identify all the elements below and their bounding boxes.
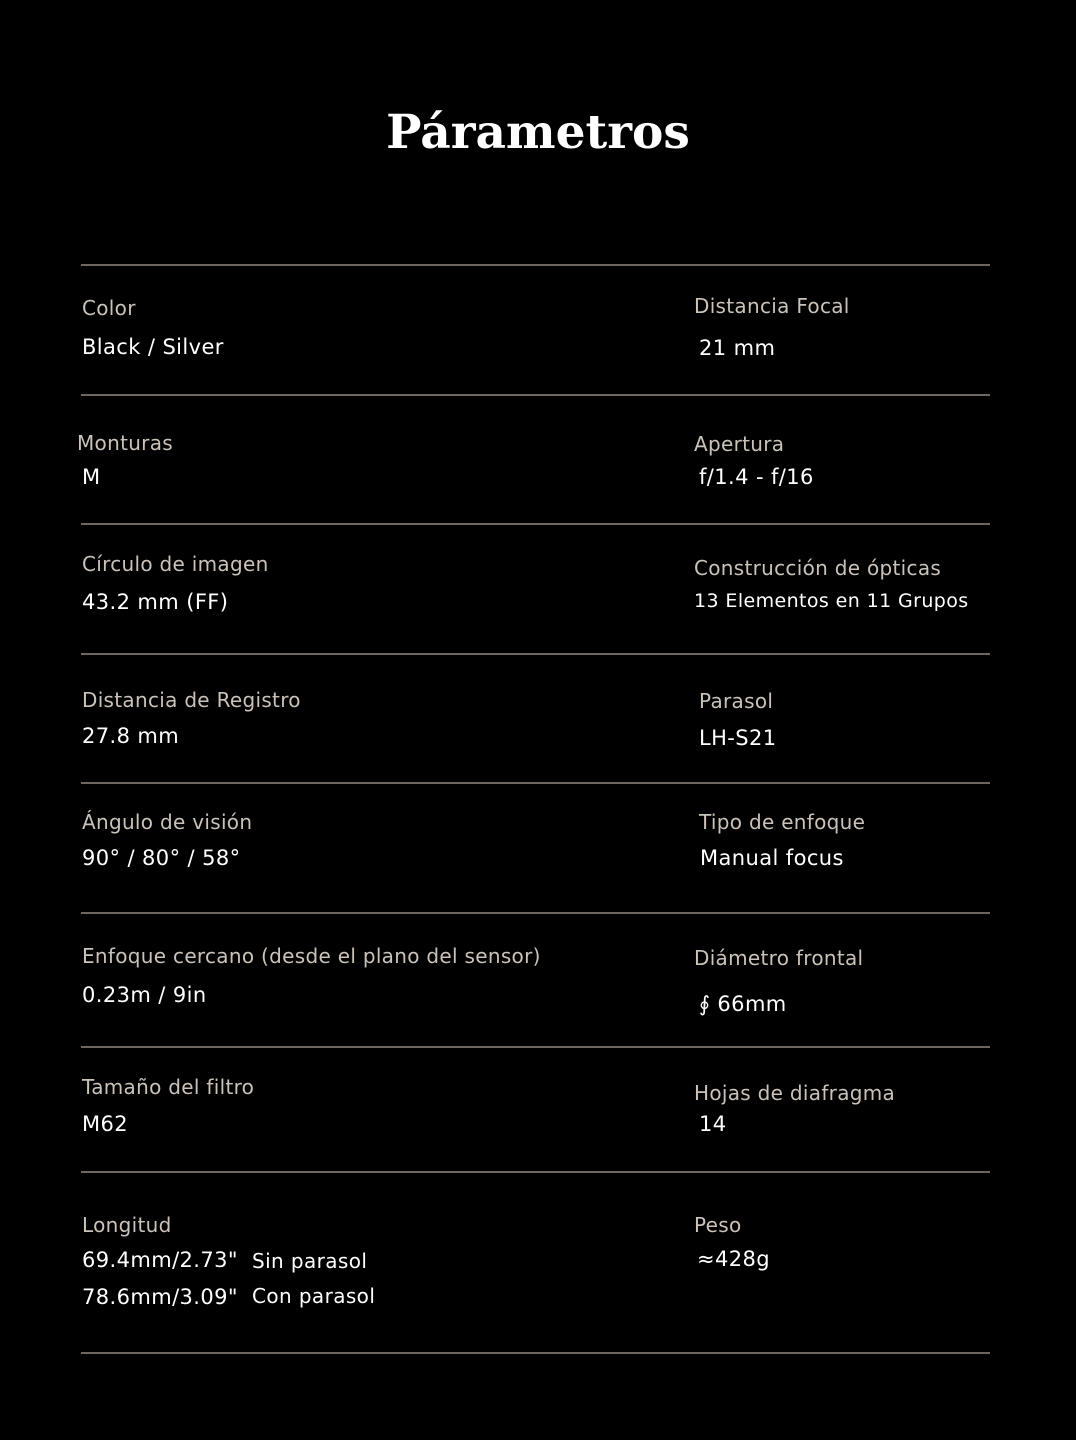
spec-label: Tamaño del filtro bbox=[82, 1075, 255, 1099]
spec-label: Enfoque cercano (desde el plano del sensor) bbox=[82, 944, 541, 968]
spec-value: LH-S21 bbox=[699, 726, 777, 750]
spec-value: M62 bbox=[82, 1112, 129, 1136]
spec-note-without-hood: Sin parasol bbox=[252, 1249, 368, 1273]
divider bbox=[81, 782, 990, 784]
page-title: Párametros bbox=[386, 105, 690, 160]
spec-note-with-hood: Con parasol bbox=[252, 1284, 376, 1308]
spec-label: Longitud bbox=[82, 1213, 172, 1237]
spec-value: Black / Silver bbox=[82, 335, 224, 359]
spec-label: Ángulo de visión bbox=[82, 810, 253, 834]
divider bbox=[81, 912, 990, 914]
spec-label: Monturas bbox=[77, 431, 173, 455]
spec-value: 27.8 mm bbox=[82, 724, 180, 748]
spec-value: 21 mm bbox=[699, 336, 776, 360]
spec-value: ≈428g bbox=[697, 1247, 771, 1271]
divider bbox=[81, 1171, 990, 1173]
spec-value: 43.2 mm (FF) bbox=[82, 590, 229, 614]
spec-label: Diámetro frontal bbox=[694, 946, 864, 970]
spec-value: 90° / 80° / 58° bbox=[82, 846, 241, 870]
spec-value: 0.23m / 9in bbox=[82, 983, 207, 1007]
spec-value: M bbox=[82, 465, 101, 489]
spec-label: Distancia Focal bbox=[694, 294, 850, 318]
spec-value: ∮ 66mm bbox=[699, 992, 787, 1016]
spec-label: Apertura bbox=[694, 432, 785, 456]
spec-label: Círculo de imagen bbox=[82, 552, 269, 576]
spec-value-without-hood: 69.4mm/2.73" bbox=[82, 1248, 238, 1272]
spec-value: f/1.4 - f/16 bbox=[699, 465, 814, 489]
spec-label: Tipo de enfoque bbox=[699, 810, 866, 834]
divider bbox=[81, 523, 990, 525]
spec-label: Parasol bbox=[699, 689, 774, 713]
divider bbox=[81, 1352, 990, 1354]
divider bbox=[81, 653, 990, 655]
divider bbox=[81, 264, 990, 266]
spec-value: 13 Elementos en 11 Grupos bbox=[694, 590, 969, 612]
divider bbox=[81, 1046, 990, 1048]
spec-label: Hojas de diafragma bbox=[694, 1081, 896, 1105]
spec-value-with-hood: 78.6mm/3.09" bbox=[82, 1285, 238, 1309]
spec-label: Peso bbox=[694, 1213, 742, 1237]
spec-label: Color bbox=[82, 296, 136, 320]
spec-value: 14 bbox=[699, 1112, 727, 1136]
spec-value: Manual focus bbox=[700, 846, 844, 870]
spec-label: Distancia de Registro bbox=[82, 688, 301, 712]
spec-label: Construcción de ópticas bbox=[694, 556, 942, 580]
divider bbox=[81, 394, 990, 396]
